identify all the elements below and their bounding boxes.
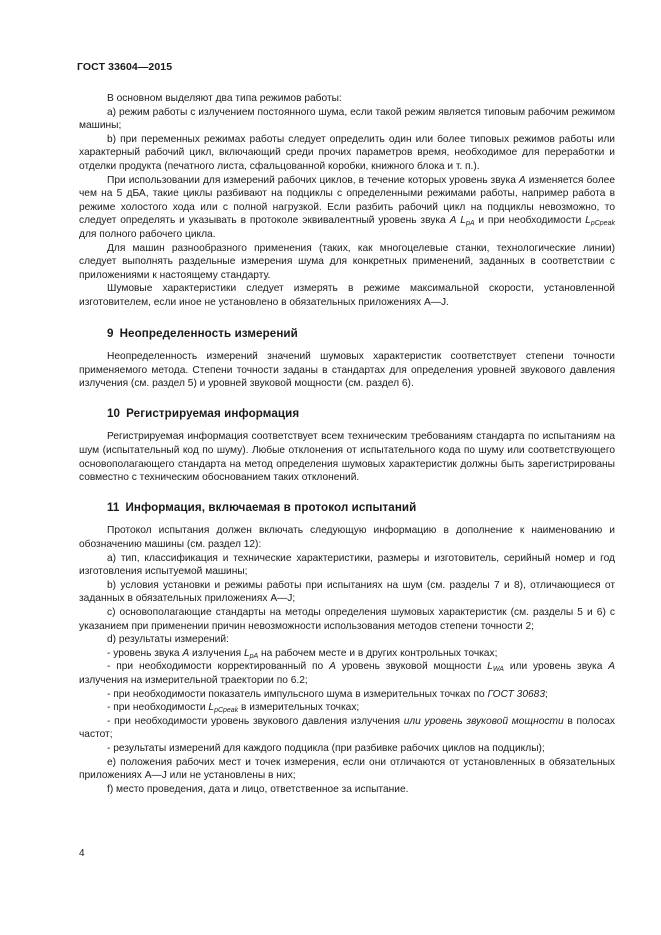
list-subitem: - при необходимости уровень звукового давления излучения или уровень звуковой мощности в полосах частот; xyxy=(79,715,615,741)
list-subitem: - при необходимости $L_{pCpeak}$ в измерительных точках; xyxy=(107,702,360,715)
section-11-intro: Протокол испытания должен включать следующую информацию в дополнение к наименованию и обозначению машины (см. раздел 12): xyxy=(79,525,615,551)
list-subitem: - результаты измерений для каждого подцикла (при разбивке рабочих циклов на подциклы); xyxy=(107,742,545,754)
list-item-e: е) положения рабочих мест и точек измерения, если они отличаются от установленных в обязательных приложениях А—J или не установлены в них; xyxy=(79,756,615,782)
paragraph: Шумовые характеристики следует измерять в режиме максимальной скорости, установленной изготовителем, если иное не установлено в обязательных приложениях А—J. xyxy=(79,283,615,308)
list-item-b: b) при переменных режимах работы следует определить один или более типовых режимов работы или характерный рабочий цикл, включающий среди прочих параметров время, необходимое для переработки и отделки продукта (печатного листа, сфальцованной коробки, книжного блока и т. п.). xyxy=(79,133,615,172)
paragraph: Для машин разнообразного применения (таких, как многоцелевые станки, технологические линии) следует выполнять раздельные измерения шума для конкретных применений, заданных в соответствии с приложениями к настоящему стандарту. xyxy=(79,242,615,281)
paragraph: В основном выделяют два типа режимов работы: xyxy=(107,93,342,104)
page-number: 4 xyxy=(79,848,85,859)
section-11-heading: 11 Информация, включаемая в протокол испытаний xyxy=(107,500,417,514)
list-subitem: - уровень звука A излучения $L_{pA}$ на рабочем месте и в других контрольных точках; xyxy=(107,647,498,660)
list-item-d: d) результаты измерений: xyxy=(107,634,229,646)
list-item-f: f) место проведения, дата и лицо, ответственное за испытание. xyxy=(107,783,409,795)
document-body xyxy=(79,92,615,796)
list-subitem: - при необходимости показатель импульсного шума в измерительных точках по ГОСТ 30683; xyxy=(107,688,548,700)
section-9-heading: 9 Неопределенность измерений xyxy=(107,326,298,340)
list-item-c: c) основополагающие стандарты на методы определения шумовых характеристик (см. разделы 5 и 6) с указанием при применении причин невозможности использования методов степени точности 2; xyxy=(79,607,615,632)
list-item-a: а) режим работы с излучением постоянного шума, если такой режим является типовым рабочим режимом машины; xyxy=(79,106,615,132)
section-9-text: Неопределенность измерений значений шумовых характеристик соответствует степени точности применяемого метода. Степени точности заданы в стандартах для определения уровней звукового давления излучения (см. раздел 5) и уровней звуковой мощности (см. раздел 6). xyxy=(79,351,615,390)
list-subitem: - при необходимости корректированный по A уровень звуковой мощности $L_{WA}$ или уровень звука A излучения на измерительной траектории по 6.2; xyxy=(79,661,616,686)
section-10-text: Регистрируемая информация соответствует всем техническим требованиям стандарта по испытаниям на шум (испытательный код по шуму). Любые отклонения от испытательного кода по шуму или соответствующего основополагающего стандарта на метод определения шумовых характеристик должны быть зарегистрированы совместно с техническим обоснованием таких отклонений. xyxy=(79,431,615,484)
document-header: ГОСТ 33604—2015 xyxy=(77,61,173,73)
list-item-b: b) условия установки и режимы работы при испытаниях на шум (см. разделы 7 и 8), отличающиеся от заданных в обязательных приложениях А—J; xyxy=(79,579,615,605)
section-10-heading: 10 Регистрируемая информация xyxy=(107,406,300,420)
list-item-a: а) тип, классификация и технические характеристики, размеры и изготовитель, серийный номер и год изготовления испытуемой машины; xyxy=(79,552,615,578)
standard-reference: ГОСТ 30683 xyxy=(487,688,545,700)
paragraph-work-cycles: При использовании для измерений рабочих циклов, в течение которых уровень звука A изменяется более чем на 5 дБА, такие циклы разбивают на подциклы с определенными режимами работы, например работа в режиме холостого хода или с полной нагрузкой. Если разбить рабочий цикл на подциклы невозможно, то следует определять и указывать в протоколе эквивалентный уровень звука A $L_{pA}$ и при необходимости $L_{pCpeak}$ для полного рабочего цикла. xyxy=(79,174,615,240)
